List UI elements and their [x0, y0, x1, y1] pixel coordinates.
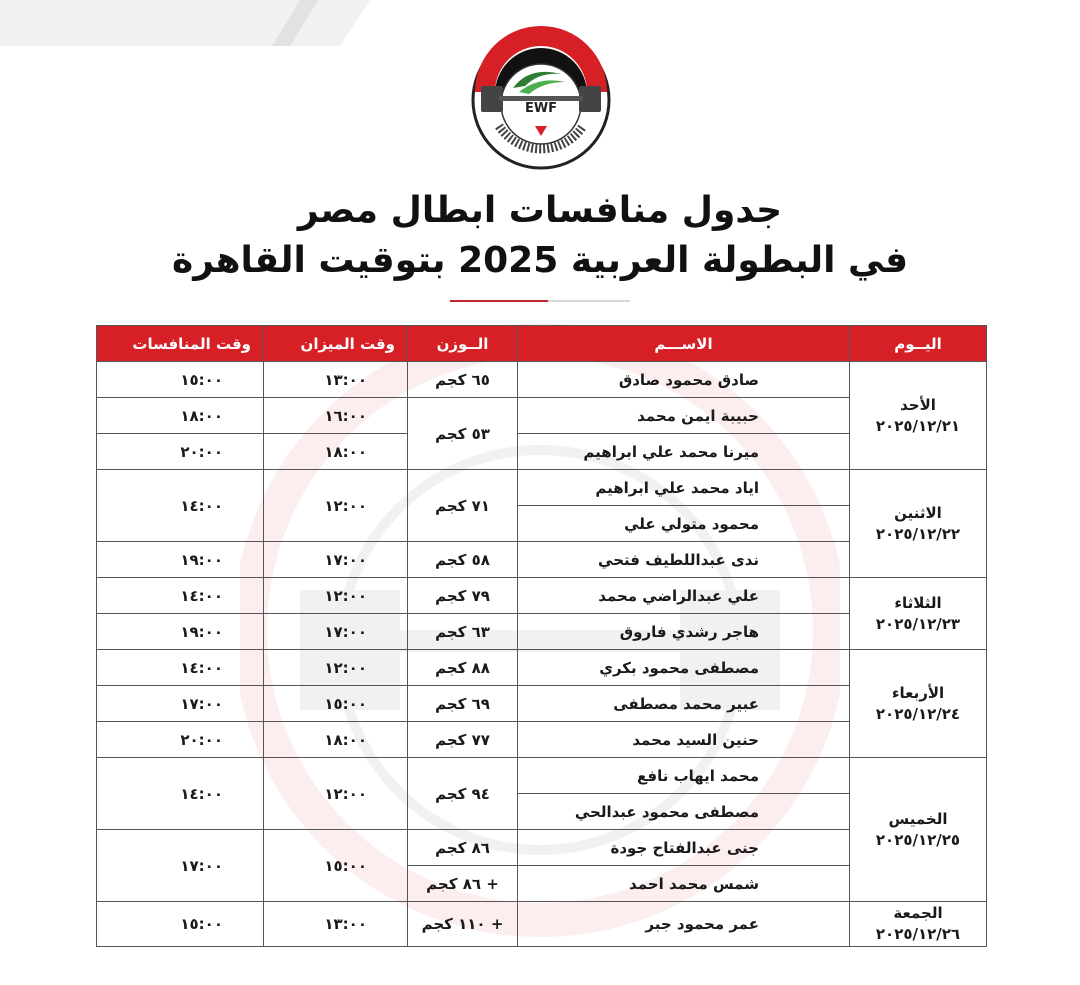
table-row — [97, 470, 987, 506]
weigh-in-time: ١٢:٠٠ — [264, 650, 408, 686]
competition-time: ١٩:٠٠ — [97, 542, 264, 578]
day-date: ٢٠٢٥/١٢/٢١ — [875, 416, 961, 435]
athlete-name: محمد ايهاب نافع — [518, 758, 850, 794]
day-name: الأربعاء — [891, 683, 945, 702]
day-cell — [850, 650, 987, 758]
logo-letters: EWF — [524, 101, 558, 116]
athlete-name: شمس محمد احمد — [518, 866, 850, 902]
header-weigh-time: وقت الميزان — [264, 326, 408, 362]
weigh-in-time: ١٢:٠٠ — [264, 758, 408, 830]
weigh-in-time: ١٧:٠٠ — [264, 542, 408, 578]
athlete-name: ندى عبداللطيف فتحي — [518, 542, 850, 578]
athlete-name: هاجر رشدي فاروق — [518, 614, 850, 650]
day-cell — [850, 902, 987, 947]
weight-class: + ١١٠ كجم — [408, 902, 518, 947]
day-date: ٢٠٢٥/١٢/٢٢ — [875, 524, 961, 543]
weigh-in-time: ١٢:٠٠ — [264, 578, 408, 614]
competition-time: ١٧:٠٠ — [97, 830, 264, 902]
weight-class: ٦٥ كجم — [408, 362, 518, 398]
day-name: الأحد — [900, 395, 936, 414]
weight-class: ٩٤ كجم — [408, 758, 518, 830]
day-name: الاثنين — [894, 503, 942, 522]
title-divider — [450, 300, 630, 302]
weigh-in-time: ١٦:٠٠ — [264, 398, 408, 434]
page-title — [0, 186, 1080, 286]
federation-logo — [469, 22, 613, 172]
athlete-name: مصطفى محمود عبدالحي — [518, 794, 850, 830]
day-cell — [850, 470, 987, 578]
competition-time: ١٥:٠٠ — [97, 362, 264, 398]
weight-class: ٧١ كجم — [408, 470, 518, 542]
corner-stripe-decoration — [0, 0, 380, 46]
header-comp-time: وقت المنافسات — [97, 326, 264, 362]
weigh-in-time: ١٥:٠٠ — [264, 830, 408, 902]
weight-class: + ٨٦ كجم — [408, 866, 518, 902]
day-date: ٢٠٢٥/١٢/٢٣ — [875, 614, 961, 633]
weight-class: ٧٩ كجم — [408, 578, 518, 614]
athlete-name: صادق محمود صادق — [518, 362, 850, 398]
competition-time: ١٤:٠٠ — [97, 470, 264, 542]
header-day: اليــوم — [850, 326, 987, 362]
weight-class: ٧٧ كجم — [408, 722, 518, 758]
weigh-in-time: ١٧:٠٠ — [264, 614, 408, 650]
weight-class: ٦٩ كجم — [408, 686, 518, 722]
athlete-name: حبيبة ايمن محمد — [518, 398, 850, 434]
athlete-name: ميرنا محمد علي ابراهيم — [518, 434, 850, 470]
day-name: الجمعة — [893, 904, 943, 922]
weigh-in-time: ١٢:٠٠ — [264, 470, 408, 542]
header-name: الاســـم — [518, 326, 850, 362]
competition-time: ١٩:٠٠ — [97, 614, 264, 650]
athlete-name: جنى عبدالفتاح جودة — [518, 830, 850, 866]
weigh-in-time: ١٨:٠٠ — [264, 722, 408, 758]
competition-time: ١٥:٠٠ — [97, 902, 264, 947]
day-name: الخميس — [888, 809, 948, 828]
day-date: ٢٠٢٥/١٢/٢٤ — [875, 704, 961, 723]
table-row — [97, 902, 987, 947]
weight-class: ٦٣ كجم — [408, 614, 518, 650]
weigh-in-time: ١٨:٠٠ — [264, 434, 408, 470]
weight-class: ٨٨ كجم — [408, 650, 518, 686]
competition-time: ١٤:٠٠ — [97, 650, 264, 686]
day-date: ٢٠٢٥/١٢/٢٥ — [875, 830, 961, 849]
competition-time: ١٧:٠٠ — [97, 686, 264, 722]
weight-class: ٥٣ كجم — [408, 398, 518, 470]
day-name: الثلاثاء — [894, 593, 942, 612]
day-cell — [850, 758, 987, 902]
athlete-name: مصطفى محمود بكري — [518, 650, 850, 686]
competition-time: ١٤:٠٠ — [97, 578, 264, 614]
weigh-in-time: ١٣:٠٠ — [264, 902, 408, 947]
table-header-row — [97, 326, 987, 362]
day-cell — [850, 578, 987, 650]
day-date: ٢٠٢٥/١٢/٢٦ — [875, 925, 961, 943]
athlete-name: محمود متولي علي — [518, 506, 850, 542]
athlete-name: عبير محمد مصطفى — [518, 686, 850, 722]
table-row — [97, 758, 987, 794]
schedule-table — [96, 325, 987, 947]
title-line-1: جدول منافسات ابطال مصر — [297, 190, 783, 231]
day-cell — [850, 362, 987, 470]
table-row — [97, 362, 987, 398]
athlete-name: علي عبدالراضي محمد — [518, 578, 850, 614]
athlete-name: اياد محمد علي ابراهيم — [518, 470, 850, 506]
weight-class: ٥٨ كجم — [408, 542, 518, 578]
weigh-in-time: ١٣:٠٠ — [264, 362, 408, 398]
competition-time: ٢٠:٠٠ — [97, 434, 264, 470]
table-row — [97, 578, 987, 614]
competition-time: ٢٠:٠٠ — [97, 722, 264, 758]
weigh-in-time: ١٥:٠٠ — [264, 686, 408, 722]
athlete-name: حنين السيد محمد — [518, 722, 850, 758]
weight-class: ٨٦ كجم — [408, 830, 518, 866]
header-weight: الــوزن — [408, 326, 518, 362]
athlete-name: عمر محمود جبر — [518, 902, 850, 947]
title-line-2: في البطولة العربية 2025 بتوقيت القاهرة — [171, 240, 909, 281]
competition-time: ١٨:٠٠ — [97, 398, 264, 434]
table-row — [97, 650, 987, 686]
competition-time: ١٤:٠٠ — [97, 758, 264, 830]
